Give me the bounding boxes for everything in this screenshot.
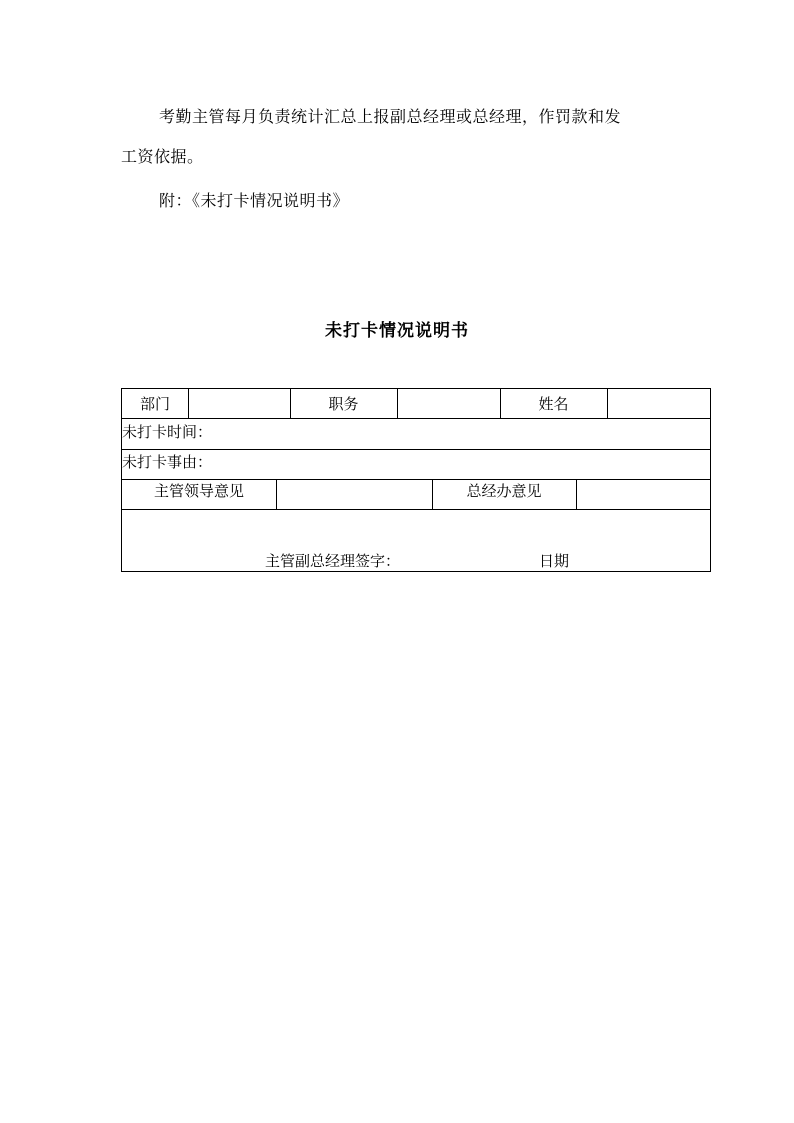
- intro-line-1: 考勤主管每月负责统计汇总上报副总经理或总经理，作罚款和发: [159, 107, 622, 126]
- form-title: 未打卡情况说明书: [325, 321, 469, 341]
- missed-punch-form: [121, 388, 711, 572]
- missed-reason-label: 未打卡事由：: [122, 453, 213, 471]
- missed-time-label: 未打卡时间：: [122, 423, 213, 441]
- row-divider: [122, 418, 710, 419]
- row-divider: [122, 479, 710, 480]
- signature-label: 主管副总经理签字：: [265, 552, 401, 570]
- col-divider: [607, 389, 608, 418]
- attachment-note: 附：《未打卡情况说明书》: [159, 191, 350, 210]
- row-divider: [122, 509, 710, 510]
- position-label: 职务: [328, 395, 359, 413]
- col-divider: [576, 479, 577, 509]
- row-divider: [122, 449, 710, 450]
- name-label: 姓名: [538, 395, 569, 413]
- col-divider: [276, 479, 277, 509]
- dept-label: 部门: [139, 395, 170, 413]
- col-divider: [188, 389, 189, 418]
- intro-line-2: 工资依据。: [121, 147, 204, 166]
- date-label: 日期: [539, 552, 570, 570]
- gm-office-opinion-label: 总经办意见: [466, 482, 542, 500]
- intro-paragraph: [121, 106, 681, 168]
- col-divider: [397, 389, 398, 418]
- supervisor-opinion-label: 主管领导意见: [153, 482, 244, 500]
